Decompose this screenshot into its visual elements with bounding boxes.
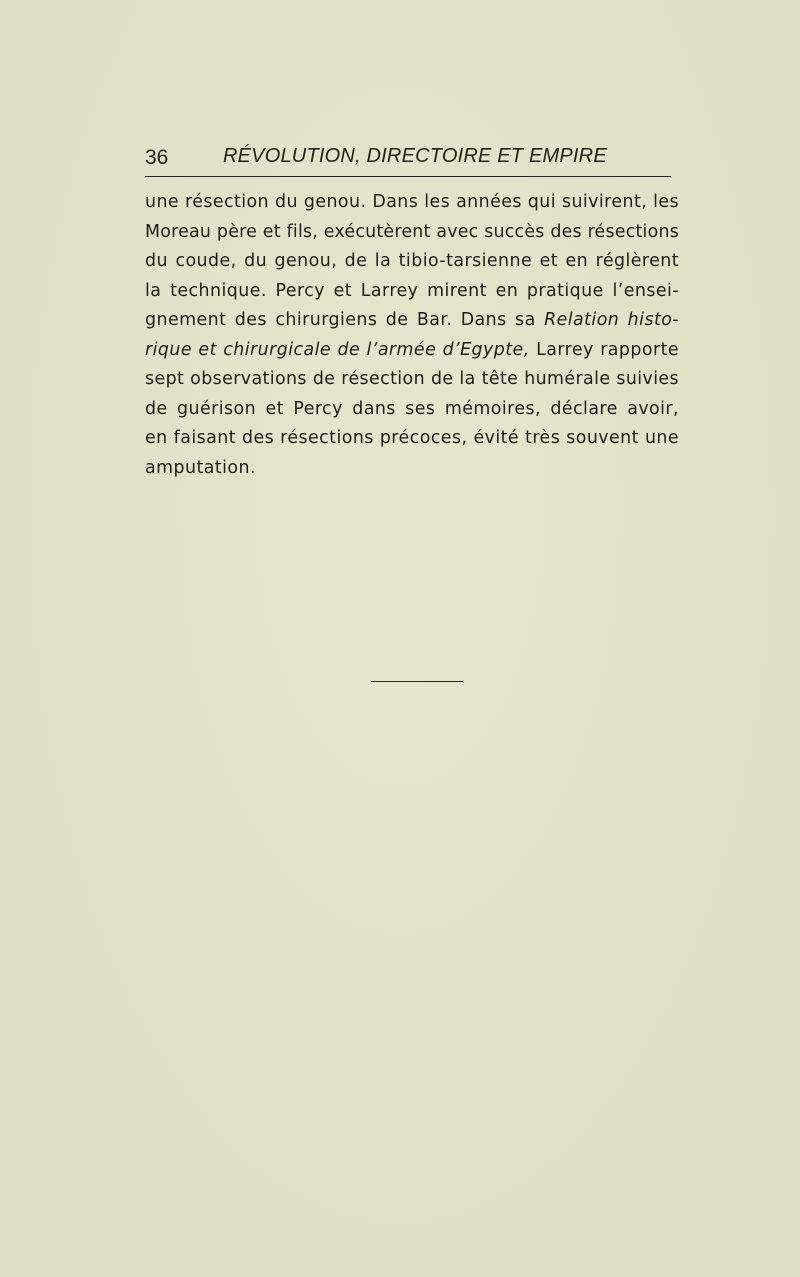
line-text: la technique. Percy et Larrey mirent en pratique l’ensei- <box>145 280 680 301</box>
line-text: Moreau père et fils, exécutèrent avec succès des résections <box>145 221 680 242</box>
line-text: du coude, du genou, de la tibio-tarsienne et en réglèrent <box>145 251 679 271</box>
line-text: Larrey rapporte <box>529 339 679 360</box>
running-head <box>145 142 671 177</box>
line-text: gnement des chirurgiens de Bar. Dans sa <box>145 310 545 330</box>
text-line <box>145 277 679 307</box>
text-line <box>145 188 679 218</box>
text-line <box>145 454 679 484</box>
line-text: amputation. <box>145 457 256 478</box>
text-line <box>145 336 679 366</box>
text-line <box>145 218 679 248</box>
page-number: 36 <box>145 146 169 169</box>
text-line <box>145 247 679 277</box>
body-paragraph <box>145 188 679 483</box>
line-text: une résection du genou. Dans les années qui suivirent, les <box>145 192 680 212</box>
text-line <box>145 395 679 425</box>
book-title-italic: Relation histo- <box>544 310 680 330</box>
line-text: sept observations de résection de la tête humérale suivies <box>145 369 679 389</box>
line-text: de guérison et Percy dans ses mémoires, déclare avoir, <box>145 398 680 419</box>
text-line <box>145 424 679 454</box>
running-title: RÉVOLUTION, DIRECTOIRE ET EMPIRE <box>223 145 607 167</box>
text-line <box>145 365 679 395</box>
section-divider <box>371 681 463 682</box>
text-line <box>145 306 679 336</box>
book-title-italic: rique et chirurgicale de l’armée d’Egypte, <box>145 339 530 360</box>
line-text: en faisant des résections précoces, évité très souvent une <box>145 428 680 448</box>
